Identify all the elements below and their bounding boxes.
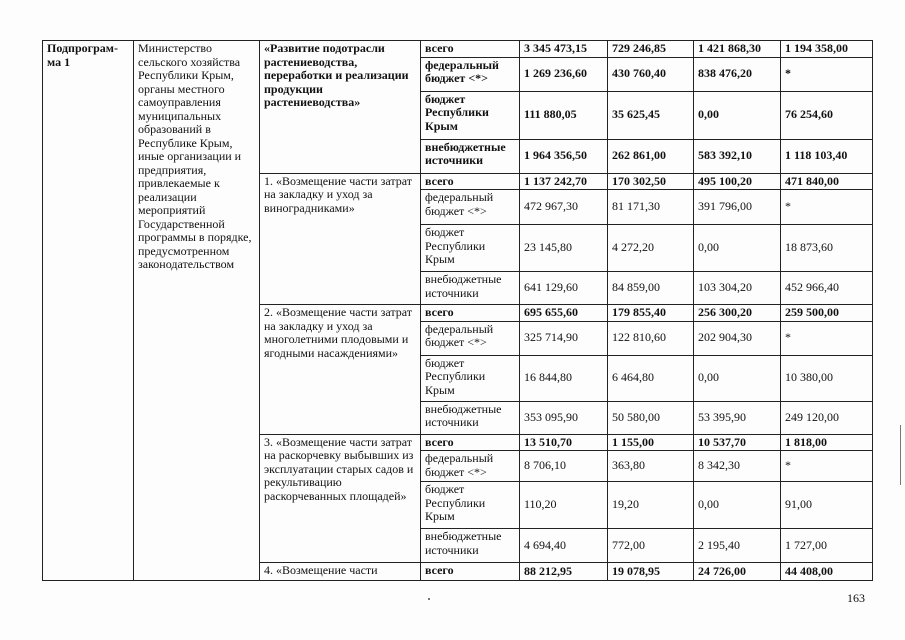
value-cell: 8 706,10: [520, 451, 608, 482]
value-cell: 695 655,60: [520, 305, 608, 322]
value-cell: 1 818,00: [781, 434, 873, 451]
value-cell: 10 380,00: [781, 355, 873, 401]
value-cell: 0,00: [694, 225, 781, 272]
block-name: 4. «Возмещение части: [260, 563, 421, 581]
scan-mark: [428, 598, 430, 600]
value-cell: 256 300,20: [694, 305, 781, 322]
value-cell: *: [781, 190, 873, 225]
value-cell: 35 625,45: [608, 91, 694, 139]
source-label: бюджет Республики Крым: [421, 482, 520, 529]
value-cell: 10 537,70: [694, 434, 781, 451]
executor-cell: Министерство сельского хозяйства Республики Крым, органы местного самоуправления муниципальных образований в Республике Крым, иные организации и предприятия, привлекаемые к реализации мероприятий Государственной программы в порядке, предусмотренном законодательством: [134, 41, 260, 581]
scan-mark: [900, 425, 901, 485]
value-cell: 4 272,20: [608, 225, 694, 272]
value-cell: 471 840,00: [781, 173, 873, 190]
value-cell: 1 727,00: [781, 529, 873, 563]
source-label: бюджет Республики Крым: [421, 225, 520, 272]
value-cell: 325 714,90: [520, 321, 608, 355]
value-cell: 1 421 868,30: [694, 41, 781, 58]
value-cell: 1 118 103,40: [781, 139, 873, 173]
value-cell: 6 464,80: [608, 355, 694, 401]
value-cell: 495 100,20: [694, 173, 781, 190]
value-cell: 122 810,60: [608, 321, 694, 355]
value-cell: 391 796,00: [694, 190, 781, 225]
value-cell: 1 964 356,50: [520, 139, 608, 173]
value-cell: 0,00: [694, 482, 781, 529]
value-cell: *: [781, 451, 873, 482]
source-label: внебюджетные источники: [421, 272, 520, 305]
value-cell: 50 580,00: [608, 401, 694, 434]
block-name: 2. «Возмещение части затрат на закладку и уход за многолетними плодовыми и ягодными насаждениями»: [260, 305, 421, 435]
source-label: всего: [421, 173, 520, 190]
value-cell: 13 510,70: [520, 434, 608, 451]
source-label: федеральный бюджет <*>: [421, 451, 520, 482]
value-cell: 1 137 242,70: [520, 173, 608, 190]
value-cell: 179 855,40: [608, 305, 694, 322]
source-label: внебюджетные источники: [421, 401, 520, 434]
value-cell: 8 342,30: [694, 451, 781, 482]
value-cell: 23 145,80: [520, 225, 608, 272]
value-cell: 4 694,40: [520, 529, 608, 563]
budget-table: [42, 40, 873, 581]
block-name: 1. «Возмещение части затрат на закладку и уход за виноградниками»: [260, 173, 421, 305]
page-number: 163: [847, 591, 865, 605]
value-cell: 353 095,90: [520, 401, 608, 434]
value-cell: 19 078,95: [608, 563, 694, 581]
value-cell: 202 904,30: [694, 321, 781, 355]
value-cell: 583 392,10: [694, 139, 781, 173]
value-cell: 84 859,00: [608, 272, 694, 305]
value-cell: *: [781, 321, 873, 355]
value-cell: 76 254,60: [781, 91, 873, 139]
source-label: внебюджетные источники: [421, 529, 520, 563]
source-label: всего: [421, 305, 520, 322]
value-cell: 81 171,30: [608, 190, 694, 225]
value-cell: 363,80: [608, 451, 694, 482]
value-cell: 259 500,00: [781, 305, 873, 322]
source-label: бюджет Республики Крым: [421, 91, 520, 139]
value-cell: 452 966,40: [781, 272, 873, 305]
value-cell: 53 395,90: [694, 401, 781, 434]
value-cell: 1 269 236,60: [520, 57, 608, 91]
value-cell: 19,20: [608, 482, 694, 529]
source-label: внебюджетные источники: [421, 139, 520, 173]
value-cell: 472 967,30: [520, 190, 608, 225]
value-cell: 430 760,40: [608, 57, 694, 91]
value-cell: 91,00: [781, 482, 873, 529]
value-cell: 0,00: [694, 91, 781, 139]
source-label: федеральный бюджет <*>: [421, 190, 520, 225]
value-cell: 641 129,60: [520, 272, 608, 305]
source-label: всего: [421, 434, 520, 451]
value-cell: 103 304,20: [694, 272, 781, 305]
value-cell: 24 726,00: [694, 563, 781, 581]
source-label: всего: [421, 563, 520, 581]
value-cell: 110,20: [520, 482, 608, 529]
source-label: бюджет Республики Крым: [421, 355, 520, 401]
value-cell: 111 880,05: [520, 91, 608, 139]
value-cell: 88 212,95: [520, 563, 608, 581]
value-cell: 1 194 358,00: [781, 41, 873, 58]
value-cell: 1 155,00: [608, 434, 694, 451]
value-cell: 0,00: [694, 355, 781, 401]
value-cell: *: [781, 57, 873, 91]
value-cell: 838 476,20: [694, 57, 781, 91]
value-cell: 772,00: [608, 529, 694, 563]
value-cell: 16 844,80: [520, 355, 608, 401]
block-name: «Развитие подотрасли растениеводства, переработки и реализации продукции растениеводства»: [260, 41, 421, 174]
value-cell: 729 246,85: [608, 41, 694, 58]
source-label: федеральный бюджет <*>: [421, 57, 520, 91]
value-cell: 249 120,00: [781, 401, 873, 434]
value-cell: 18 873,60: [781, 225, 873, 272]
value-cell: 170 302,50: [608, 173, 694, 190]
block-name: 3. «Возмещение части затрат на раскорчевку выбывших из эксплуатации старых садов и рекультивацию раскорчеванных площадей»: [260, 434, 421, 563]
source-label: всего: [421, 41, 520, 58]
source-label: федеральный бюджет <*>: [421, 321, 520, 355]
value-cell: 3 345 473,15: [520, 41, 608, 58]
value-cell: 2 195,40: [694, 529, 781, 563]
value-cell: 262 861,00: [608, 139, 694, 173]
subprogram-cell: Подпрограм-ма 1: [43, 41, 134, 581]
value-cell: 44 408,00: [781, 563, 873, 581]
